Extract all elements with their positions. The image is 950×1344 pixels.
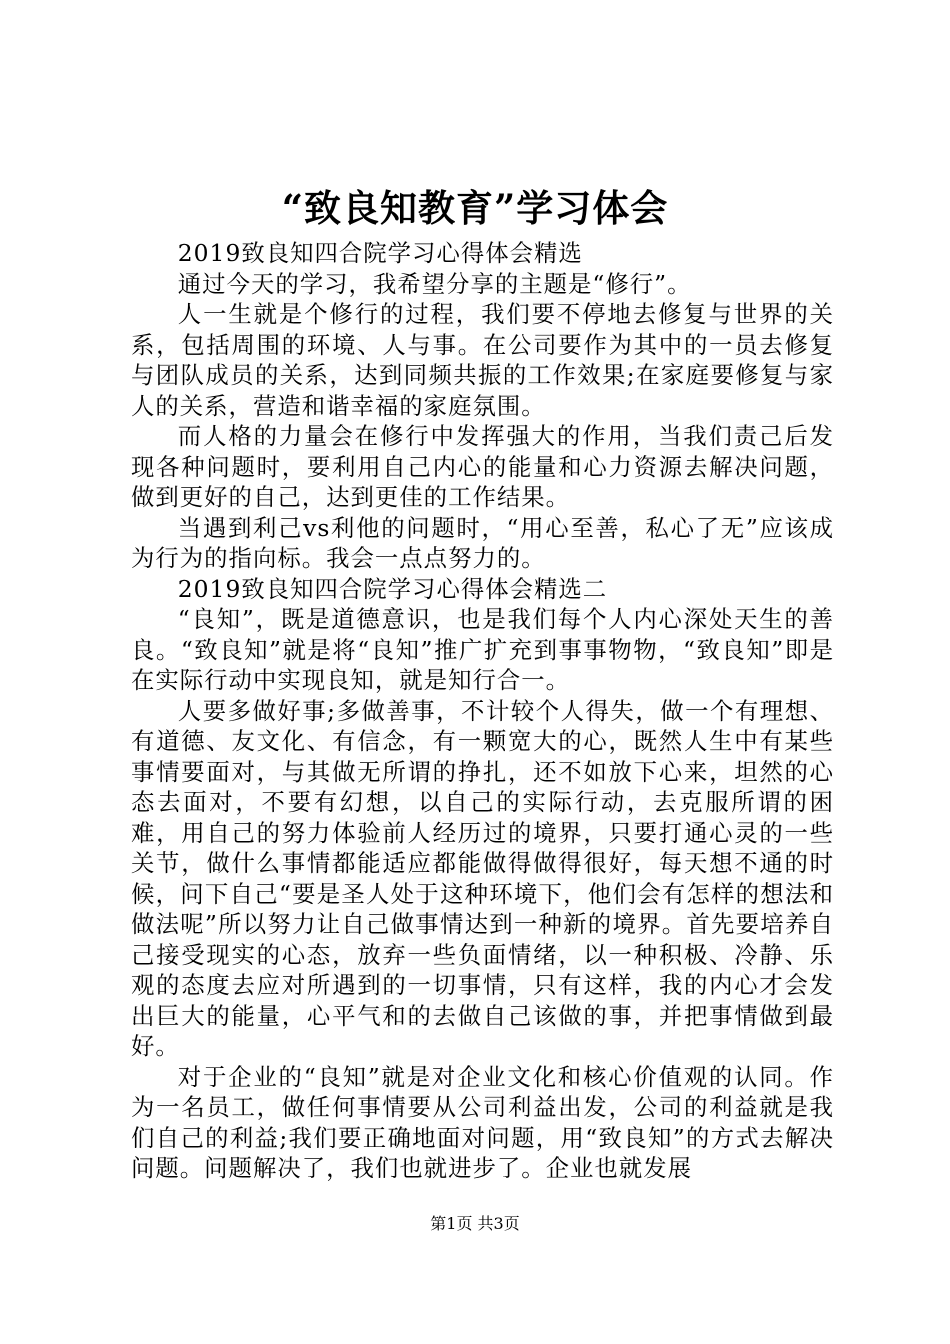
paragraph: 人一生就是个修行的过程，我们要不停地去修复与世界的关系，包括周围的环境、人与事。在公司要作为其中的一员去修复与团队成员的关系，达到同频共振的工作效果;在家庭要修复与家人的关系，营造和谐幸福的家庭氛围。 <box>131 300 834 420</box>
paragraph: “良知”，既是道德意识，也是我们每个人内心深处天生的善良。“致良知”就是将“良知”推广扩充到事事物物，“致良知”即是在实际行动中实现良知，就是知行合一。 <box>131 605 834 694</box>
paragraph: 2019致良知四合院学习心得体会精选 <box>177 239 583 267</box>
paragraph: 而人格的力量会在修行中发挥强大的作用，当我们责己后发现各种问题时，要利用自己内心的能量和心力资源去解决问题，做到更好的自己，达到更佳的工作结果。 <box>131 422 834 511</box>
paragraph: 通过今天的学习，我希望分享的主题是“修行”。 <box>177 269 692 298</box>
paragraph: 人要多做好事;多做善事，不计较个人得失，做一个有理想、有道德、友文化、有信念，有一颗宽大的心，既然人生中有某些事情要面对，与其做无所谓的挣扎，还不如放下心来，坦然的心态去面对，不要有幻想，以自己的实际行动，去克服所谓的困难，用自己的努力体验前人经历过的境界，只要打通心灵的一些关节，做什么事情都能适应都能做得做得很好，每天想不通的时候，问下自己“要是圣人处于这种环境下，他们会有怎样的想法和做法呢”所以努力让自己做事情达到一种新的境界。首先要培养自己接受现实的心态，放弃一些负面情绪，以一种积极、冷静、乐观的态度去应对所遇到的一切事情，只有这样，我的内心才会发出巨大的能量，心平气和的去做自己该做的事，并把事情做到最好。 <box>131 696 834 1060</box>
paragraph: 2019致良知四合院学习心得体会精选二 <box>177 574 608 603</box>
paragraph: 当遇到利己vs利他的问题时，“用心至善，私心了无”应该成为行为的指向标。我会一点点努力的。 <box>131 513 834 572</box>
document-title: “致良知教育”学习体会 <box>281 186 669 230</box>
document-body <box>131 238 834 1184</box>
paragraph: 对于企业的“良知”就是对企业文化和核心价值观的认同。作为一名员工，做任何事情要从公司利益出发，公司的利益就是我们自己的利益;我们要正确地面对问题，用“致良知”的方式去解决问题。问题解决了，我们也就进步了。企业也就发展 <box>131 1062 834 1182</box>
page-footer: 第1页 共3页 <box>430 1214 520 1233</box>
